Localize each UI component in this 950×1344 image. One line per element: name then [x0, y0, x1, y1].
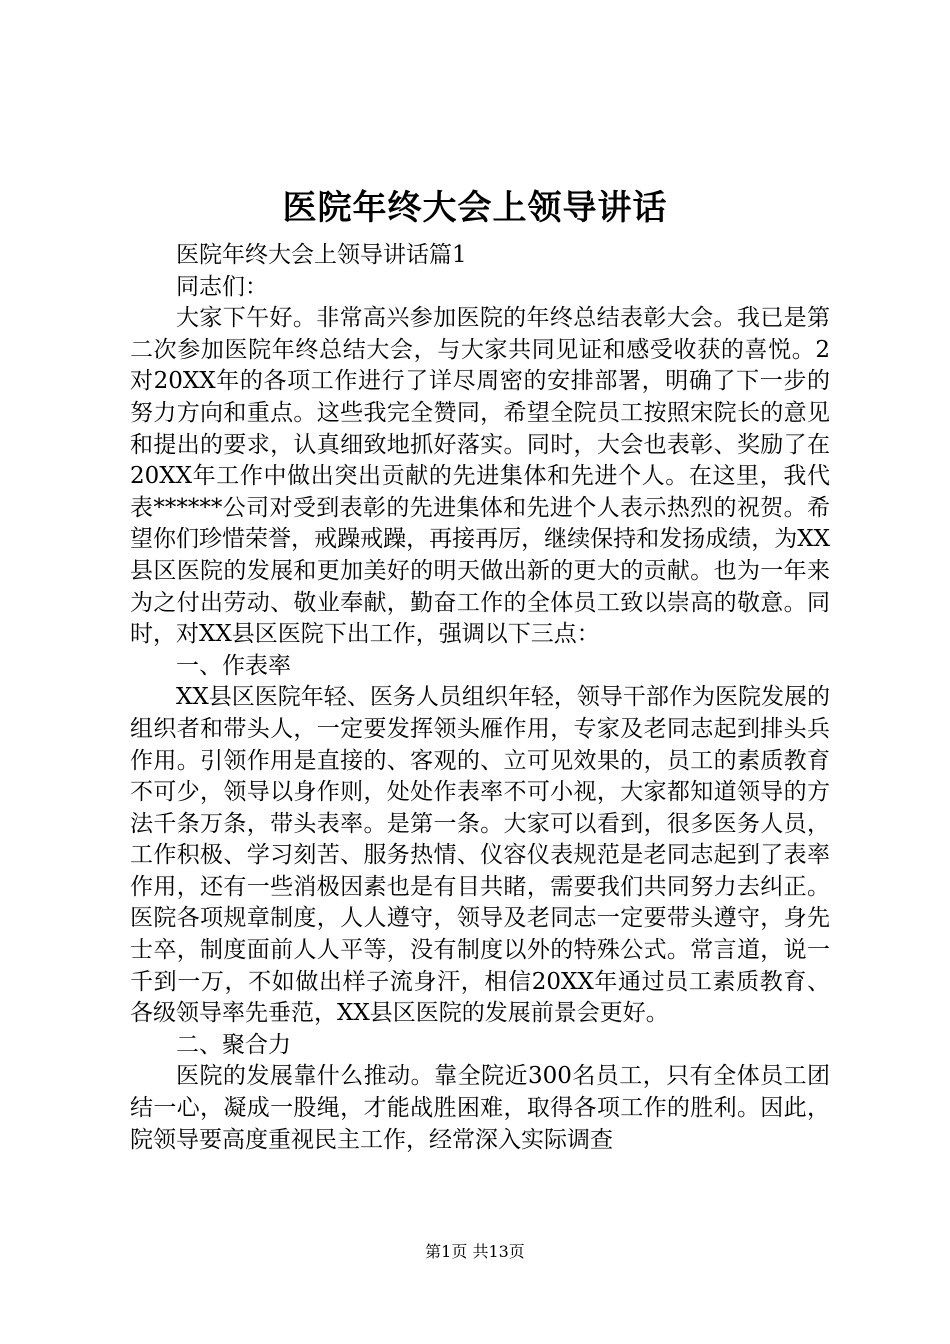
- paragraph: XX县区医院年轻、医务人员组织年轻，领导干部作为医院发展的组织者和带头人，一定要发挥领头雁作用，专家及老同志起到排头兵作用。引领作用是直接的、客观的、立可见效果的，员工的素质教育不可少，领导以身作则，处处作表率不可小视，大家都知道领导的方法千条万条，带头表率。是第一条。大家可以看到，很多医务人员，工作积极、学习刻苦、服务热情、仪容仪表规范是老同志起到了表率作用，还有一些消极因素也是有目共睹，需要我们共同努力去纠正。医院各项规章制度，人人遵守，领导及老同志一定要带头遵守，身先士卒，制度面前人人平等，没有制度以外的特殊公式。常言道，说一千到一万，不如做出样子流身汗，相信20XX年通过员工素质教育、各级领导率先垂范，XX县区医院的发展前景会更好。: [130, 684, 830, 1027]
- paragraph: 医院的发展靠什么推动。靠全院近300名员工，只有全体员工团结一心，凝成一股绳，才能战胜困难，取得各项工作的胜利。因此，院领导要高度重视民主工作，经常深入实际调查: [130, 1063, 830, 1153]
- page-number: 第1页 共13页: [425, 1242, 525, 1261]
- subheading: 二、聚合力: [176, 1031, 291, 1058]
- salutation: 同志们：: [176, 273, 268, 300]
- section-heading: 医院年终大会上领导讲话篇1: [176, 242, 467, 268]
- document-body: [130, 240, 830, 1156]
- paragraph: 大家下午好。非常高兴参加医院的年终总结表彰大会。我已是第二次参加医院年终总结大会，与大家共同见证和感受收获的喜悦。2对20XX年的各项工作进行了详尽周密的安排部署，明确了下一步的努力方向和重点。这些我完全赞同，希望全院员工按照宋院长的意见和提出的要求，认真细致地抓好落实。同时，大会也表彰、奖励了在20XX年工作中做出突出贡献的先进集体和先进个人。在这里，我代表******公司对受到表彰的先进集体和先进个人表示热烈的祝贺。希望你们珍惜荣誉，戒躁戒躁，再接再厉，继续保持和发扬成绩，为XX县区医院的发展和更加美好的明天做出新的更大的贡献。也为一年来为之付出劳动、敬业奉献，勤奋工作的全体员工致以崇高的敬意。同时，对XX县区医院下出工作，强调以下三点：: [130, 305, 830, 648]
- subheading: 一、作表率: [176, 652, 291, 679]
- document-title: 医院年终大会上领导讲话: [282, 188, 668, 228]
